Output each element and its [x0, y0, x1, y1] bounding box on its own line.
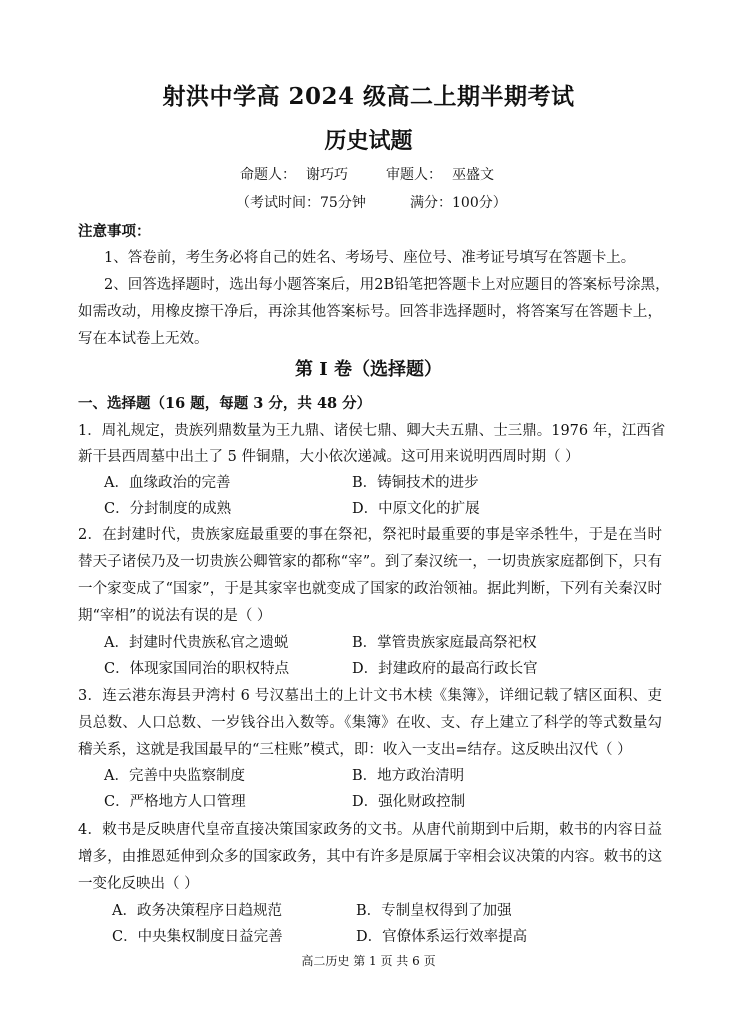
question-1-option-d: D．中原文化的扩展	[352, 501, 480, 517]
question-2-option-a: A．封建时代贵族私官之遗蜕	[104, 635, 289, 651]
question-3-line-3: 稽关系，这就是我国最早的“三柱账”模式，即：收入一支出=结存。这反映出汉代（ ）	[78, 742, 632, 758]
question-2-line-2: 替天子诸侯乃及一切贵族公卿管家的都称“宰”。到了秦汉统一，一切贵族家庭都倒下，只有	[78, 554, 662, 570]
section-title: 第 I 卷（选择题）	[295, 359, 442, 380]
question-4-line-3: 一变化反映出（ ）	[78, 876, 199, 892]
question-3-line-1: 3．连云港东海县尹湾村 6 号汉墓出土的上计文书木椟《集簿》，详细记载了辖区面积、吏	[78, 688, 662, 704]
question-2-option-c: C．体现家国同治的职权特点	[104, 661, 290, 677]
part-heading: 一、选择题（16 题，每题 3 分，共 48 分）	[78, 395, 372, 412]
reviewer-name: 巫盛文	[452, 167, 494, 183]
question-2-line-1: 2．在封建时代，贵族家庭最重要的事在祭祀，祭祀时最重要的事是宰杀牲牛，于是在当时	[78, 527, 662, 543]
question-3-option-c: C．严格地方人口管理	[104, 794, 246, 810]
question-4-option-b: B．专制皇权得到了加强	[356, 903, 512, 919]
author-name: 谢巧巧	[306, 167, 348, 183]
exam-score: 满分：100分）	[410, 195, 507, 211]
author-label: 命题人：	[240, 167, 296, 183]
question-2-line-4: 期“宰相”的说法有误的是（ ）	[78, 608, 272, 624]
question-2-line-3: 一个家变成了“国家”，于是其家宰也就变成了国家的政治领袖。据此判断，下列有关秦汉时	[78, 581, 662, 597]
notice-item-2-line-3: 写在本试卷上无效。	[78, 331, 209, 347]
question-2-option-d: D．封建政府的最高行政长官	[352, 661, 538, 677]
question-1-line-2: 新干县西周墓中出土了 5 件铜鼎，大小依次递减。这可用来说明西周时期（ ）	[78, 449, 580, 465]
question-3-line-2: 员总数、人口总数、一岁钱谷出入数等。《集簿》在收、支、存上建立了科学的等式数量勾	[78, 715, 662, 731]
page-footer: 高二历史 第 1 页 共 6 页	[301, 954, 436, 968]
question-4-option-d: D．官僚体系运行效率提高	[356, 929, 528, 945]
exam-title: 射洪中学高 2024 级高二上期半期考试	[162, 83, 575, 110]
question-4-line-2: 增多，由推恩延伸到众多的国家政务，其中有许多是原属于宰相会议决策的内容。敕书的这	[78, 849, 662, 865]
question-1-option-c: C．分封制度的成熟	[104, 501, 232, 517]
reviewer-label: 审题人：	[386, 167, 442, 183]
question-2-option-b: B．掌管贵族家庭最高祭祀权	[352, 635, 537, 651]
question-1-line-1: 1．周礼规定，贵族列鼎数量为王九鼎、诸侯七鼎、卿大夫五鼎、士三鼎。1976 年，江西省	[78, 423, 666, 439]
question-3-option-a: A．完善中央监察制度	[104, 768, 245, 784]
exam-time: （考试时间：75分钟	[236, 195, 366, 211]
question-4-option-c: C．中央集权制度日益完善	[112, 929, 283, 945]
notice-item-2-line-1: 2、回答选择题时，选出每小题答案后，用2B铅笔把答题卡上对应题目的答案标号涂黑，	[104, 277, 670, 293]
subject-title: 历史试题	[324, 128, 413, 154]
notice-heading: 注意事项：	[78, 223, 151, 240]
question-1-option-b: B．铸铜技术的进步	[352, 475, 479, 491]
question-4-option-a: A．政务决策程序日趋规范	[112, 903, 282, 919]
question-4-line-1: 4．敕书是反映唐代皇帝直接决策国家政务的文书。从唐代前期到中后期，敕书的内容日益	[78, 822, 662, 838]
question-3-option-b: B．地方政治清明	[352, 768, 465, 784]
notice-item-2-line-2: 如需改动，用橡皮擦干净后，再涂其他答案标号。回答非选择题时，将答案写在答题卡上，	[78, 304, 662, 320]
question-1-option-a: A．血缘政治的完善	[104, 475, 231, 491]
question-3-option-d: D．强化财政控制	[352, 794, 466, 810]
notice-item-1: 1、答卷前，考生务必将自己的姓名、考场号、座位号、准考证号填写在答题卡上。	[104, 250, 636, 266]
